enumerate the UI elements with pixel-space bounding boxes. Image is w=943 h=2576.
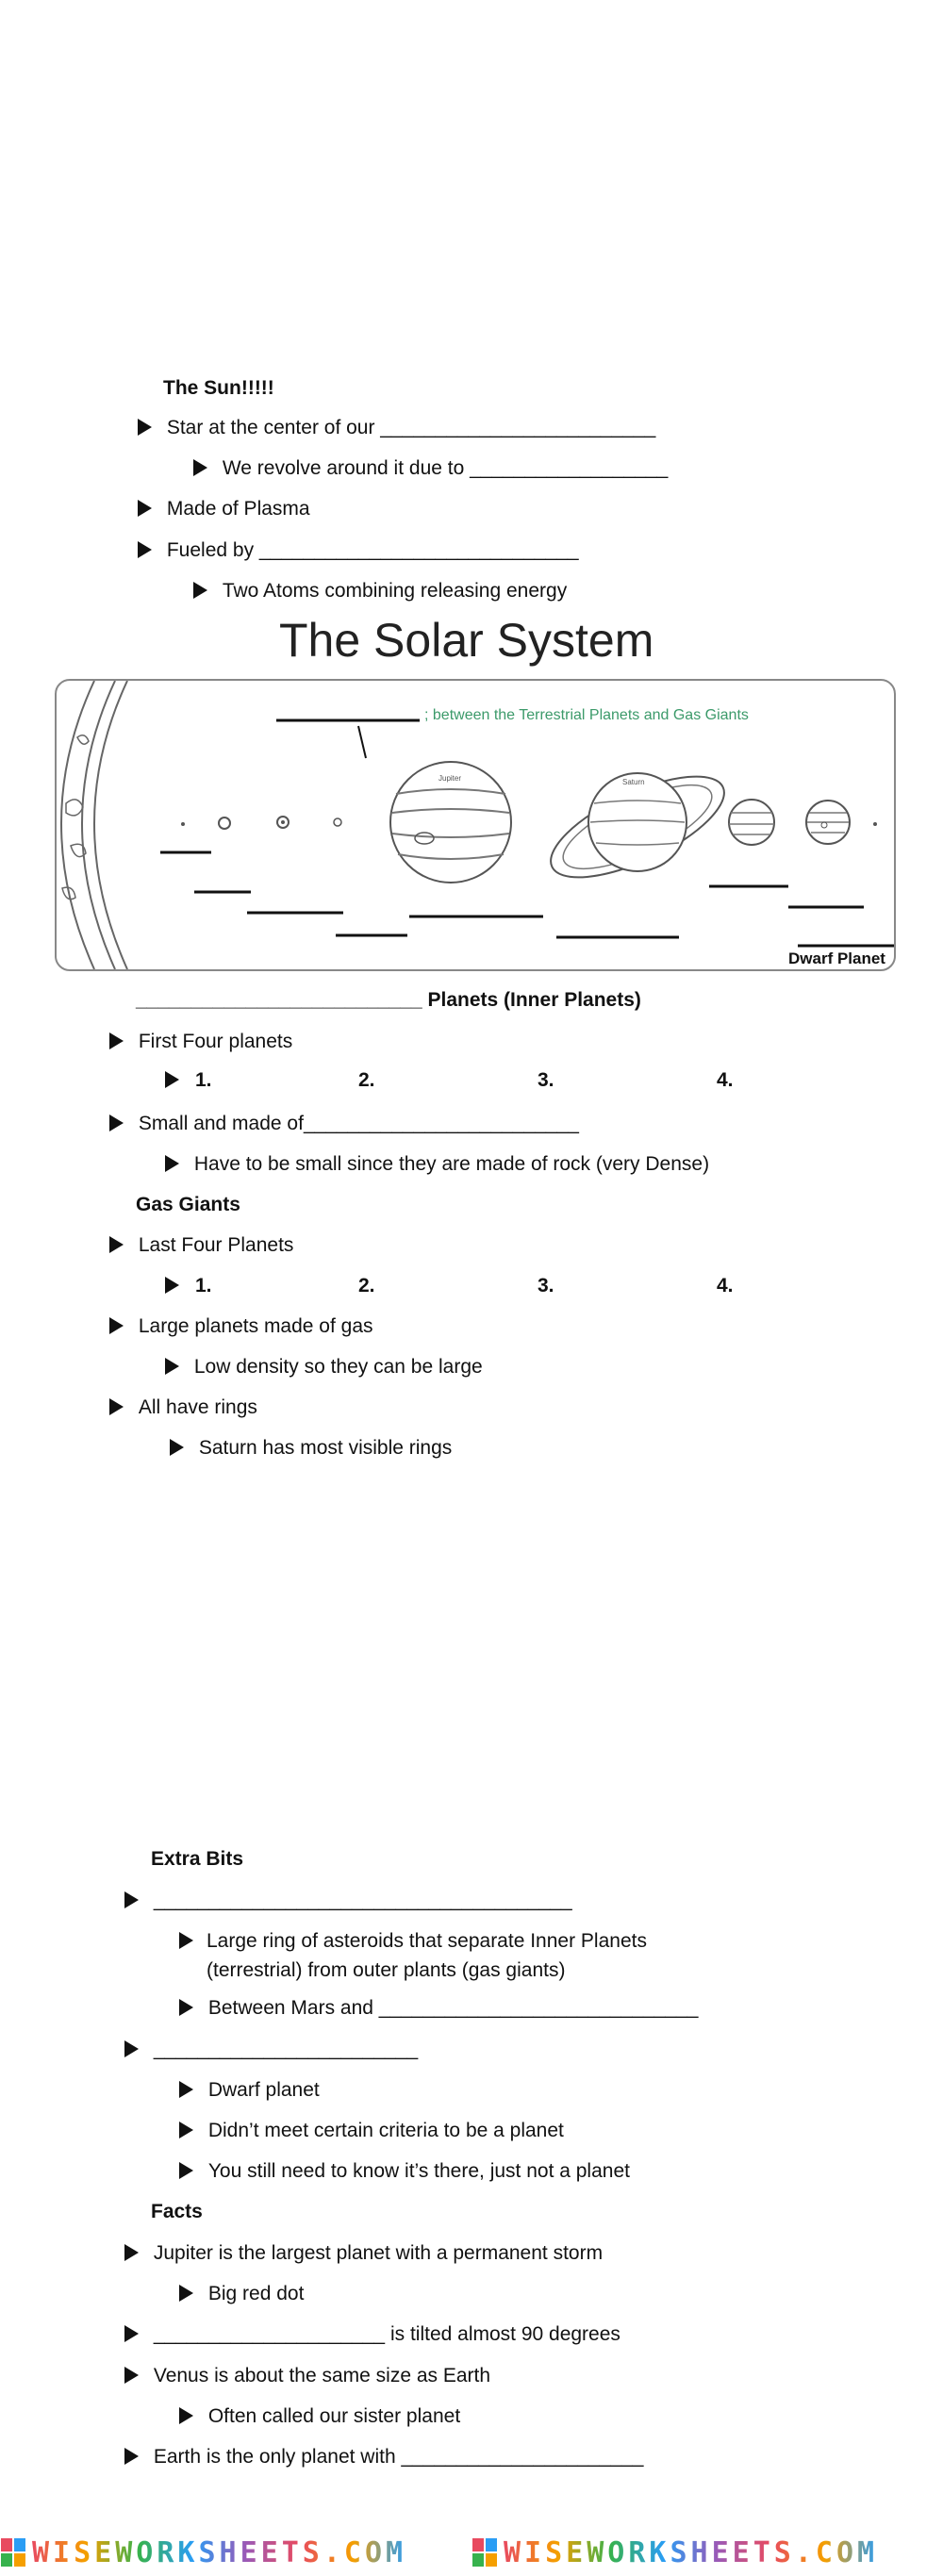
bullet-arrow-icon: [170, 1439, 184, 1456]
bullet-arrow-icon: [124, 2448, 139, 2465]
bullet-arrow-icon: [179, 1999, 193, 2016]
bullet-arrow-icon: [193, 582, 207, 599]
uranus: [729, 800, 774, 845]
bullet-arrow-icon: [193, 459, 207, 476]
venus: [219, 817, 230, 829]
footer-watermark: [0, 2535, 943, 2576]
sister-item: Often called our sister planet: [179, 2405, 460, 2428]
red-dot-item: Big red dot: [179, 2283, 304, 2305]
bullet-arrow-icon: [124, 2367, 139, 2384]
gas-heading: Gas Giants: [136, 1194, 240, 1215]
bullet-arrow-icon: [138, 541, 152, 558]
extra-blank-dwarf: ________________________: [124, 2039, 418, 2061]
between-item: Between Mars and _____________________________: [179, 1997, 698, 2020]
bullet-arrow-icon: [165, 1358, 179, 1375]
brand-logo-icon: [472, 2536, 500, 2576]
first-four-item: First Four planets: [109, 1031, 292, 1053]
sun-item-center: Star at the center of our _________________________: [138, 417, 655, 439]
brand-text-right: WISEWORKSHEETS.COM: [504, 2536, 879, 2569]
jupiter: [390, 762, 511, 883]
bullet-arrow-icon: [165, 1155, 179, 1172]
bullet-arrow-icon: [124, 1891, 139, 1908]
bullet-arrow-icon: [165, 1071, 179, 1088]
outer-number-3: 3.: [538, 1275, 554, 1296]
outer-number-2: 2.: [358, 1275, 375, 1296]
extra-heading: Extra Bits: [151, 1848, 244, 1870]
terrestrial-heading: __________________________ Planets (Inner Planets): [136, 989, 641, 1011]
small-item: Small and made of_________________________: [109, 1113, 579, 1135]
know-item: You still need to know it’s there, just not a planet: [179, 2160, 630, 2183]
sun-item-plasma: Made of Plasma: [138, 498, 310, 520]
outer-number-1: 1.: [195, 1275, 212, 1296]
inner-number-1: 1.: [195, 1069, 212, 1091]
facts-heading: Facts: [151, 2201, 203, 2222]
solar-system-illustration: [57, 681, 894, 969]
neptune: [806, 801, 850, 844]
saturn: [538, 756, 737, 898]
solar-system-diagram: [55, 679, 896, 971]
extra-blank-belt: ______________________________________: [124, 1890, 572, 1912]
pluto: [873, 822, 877, 826]
rings-sub-item: Saturn has most visible rings: [170, 1437, 452, 1460]
sun-heading: The Sun!!!!!: [163, 377, 274, 399]
inner-number-4: 4.: [717, 1069, 734, 1091]
large-item: Large planets made of gas: [109, 1315, 373, 1338]
bullet-arrow-icon: [124, 2040, 139, 2057]
inner-numbers-row: [165, 1069, 179, 1092]
bullet-arrow-icon: [179, 1932, 193, 1949]
svg-text:Saturn: Saturn: [622, 778, 645, 786]
small-sub-item: Have to be small since they are made of rock (very Dense): [165, 1153, 709, 1176]
bullet-arrow-icon: [179, 2081, 193, 2098]
bullet-arrow-icon: [109, 1115, 124, 1131]
large-sub-item: Low density so they can be large: [165, 1356, 483, 1379]
belt-desc-bullet: [179, 1930, 193, 1953]
sun-item-fueled: Fueled by _____________________________: [138, 539, 579, 562]
sun-item-revolve: We revolve around it due to __________________: [193, 457, 668, 480]
outer-numbers-row: [165, 1275, 179, 1297]
inner-number-2: 2.: [358, 1069, 375, 1091]
bullet-arrow-icon: [138, 419, 152, 436]
bullet-arrow-icon: [179, 2162, 193, 2179]
last-four-item: Last Four Planets: [109, 1234, 293, 1257]
belt-desc-item: Large ring of asteroids that separate Inner Planets (terrestrial) from outer plants (gas giants): [207, 1930, 647, 1981]
mars: [334, 818, 341, 826]
rings-item: All have rings: [109, 1396, 257, 1419]
bullet-arrow-icon: [165, 1277, 179, 1294]
earth-fact: Earth is the only planet with ______________________: [124, 2446, 643, 2469]
sun-item-atoms: Two Atoms combining releasing energy: [193, 580, 567, 603]
belt-label: ; between the Terrestrial Planets and Gas Giants: [424, 707, 749, 723]
bullet-arrow-icon: [138, 500, 152, 517]
bullet-arrow-icon: [109, 1398, 124, 1415]
bullet-arrow-icon: [179, 2122, 193, 2138]
outer-number-4: 4.: [717, 1275, 734, 1296]
diagram-title: The Solar System: [279, 614, 654, 667]
inner-number-3: 3.: [538, 1069, 554, 1091]
bullet-arrow-icon: [109, 1236, 124, 1253]
venus-fact: Venus is about the same size as Earth: [124, 2365, 490, 2387]
bullet-arrow-icon: [124, 2325, 139, 2342]
dwarf-item: Dwarf planet: [179, 2079, 320, 2102]
bullet-arrow-icon: [124, 2244, 139, 2261]
bullet-arrow-icon: [179, 2285, 193, 2302]
mercury: [181, 822, 185, 826]
tilted-fact: _____________________ is tilted almost 90 degrees: [124, 2323, 620, 2346]
brand-text-left: WISEWORKSHEETS.COM: [32, 2536, 407, 2569]
bullet-arrow-icon: [109, 1317, 124, 1334]
bullet-arrow-icon: [109, 1032, 124, 1049]
dwarf-planet-label: Dwarf Planet: [788, 949, 885, 967]
svg-text:Jupiter: Jupiter: [438, 774, 462, 783]
bullet-arrow-icon: [179, 2407, 193, 2424]
criteria-item: Didn’t meet certain criteria to be a planet: [179, 2120, 564, 2142]
brand-logo-icon: [0, 2536, 28, 2576]
jupiter-fact: Jupiter is the largest planet with a permanent storm: [124, 2242, 603, 2265]
